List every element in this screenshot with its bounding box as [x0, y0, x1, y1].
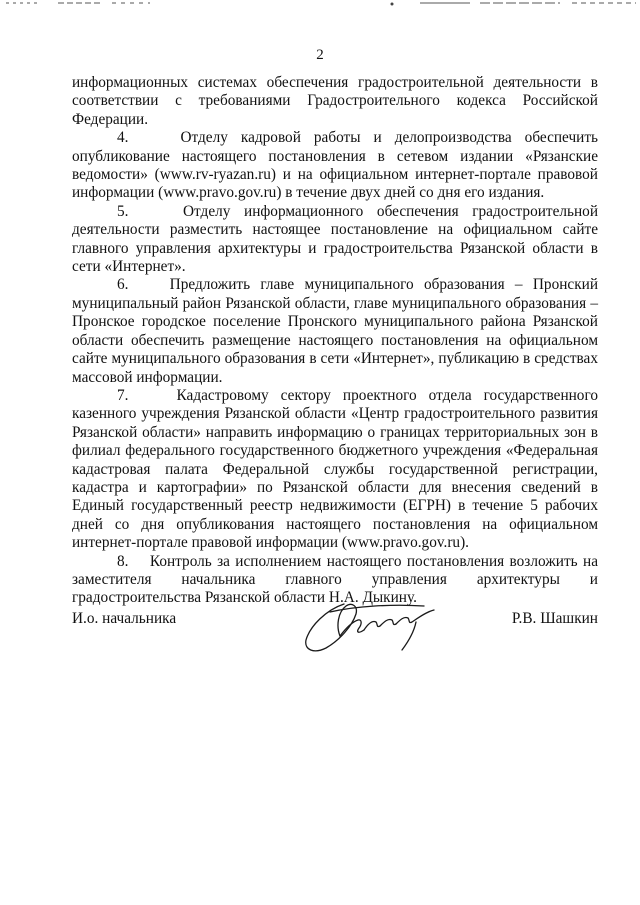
paragraph-text: Предложить главе муниципального образования – Пронский муниципальный район Рязанской области, главе муниципального образования – Пронское городское поселение Пронского муниципального района Рязанской области обеспечить размещение настоящего постановления на официальном сайте муниципального образования в сети «Интернет», публикацию в средствах массовой информации.: [72, 276, 599, 386]
paragraph-number: 4.: [117, 129, 129, 147]
paragraph-text: Кадастровому сектору проектного отдела государственного казенного учреждения Рязанской области «Центр градостроительного развития Рязанской области» направить информацию о границах территориальных зон в филиал федерального государственного бюджетного учреждения «Федеральная кадастровая палата Федеральной службы государственной регистрации, кадастра и картографии» по Рязанской области для внесения сведений в Единый государственный реестр недвижимости (ЕГРН) в течение 5 рабочих дней со дня опубликования настоящего постановления на официальном интернет-портале правовой информации (www.pravo.gov.ru).: [72, 386, 599, 552]
paragraph-6: [72, 276, 598, 386]
handwritten-signature: [296, 592, 456, 664]
paragraph-text: Отделу кадровой работы и делопроизводства обеспечить опубликование настоящего постановления в сетевом издании «Рязанские ведомости» (www.rv-ryazan.ru) и на официальном интернет-портале правовой информации (www.pravo.gov.ru) в течение двух дней со дня его издания.: [72, 129, 598, 202]
paragraph-text: информационных системах обеспечения градостроительной деятельности в соответствии с требованиями Градостроительного кодекса Российской Федерации.: [72, 74, 598, 128]
signature-block: [72, 608, 598, 668]
paragraph-text: Контроль за исполнением настоящего постановления возложить на заместителя начальника главного управления архитектуры и градостроительства Рязанской области Н.А. Дыкину.: [72, 552, 598, 607]
scan-edge-marks: [0, 0, 640, 14]
paragraph-7: [72, 387, 598, 553]
signatory-position: И.о. начальника: [72, 610, 177, 627]
paragraph-4: [72, 129, 598, 203]
page-number: 2: [316, 47, 324, 63]
paragraph-number: 5.: [117, 202, 129, 220]
paragraph-number: 6.: [117, 276, 129, 294]
paragraph-continuation: [72, 74, 598, 129]
paragraph-number: 7.: [117, 386, 129, 404]
signatory-name: Р.В. Шашкин: [511, 610, 598, 627]
paragraph-number: 8.: [117, 552, 129, 570]
paragraph-5: [72, 203, 598, 277]
paragraph-text: Отделу информационного обеспечения градостроительной деятельности разместить настоящее постановление на официальном сайте главного управления архитектуры и градостроительства Рязанской области в сети «Интернет».: [72, 202, 599, 276]
document-body: [72, 74, 598, 608]
